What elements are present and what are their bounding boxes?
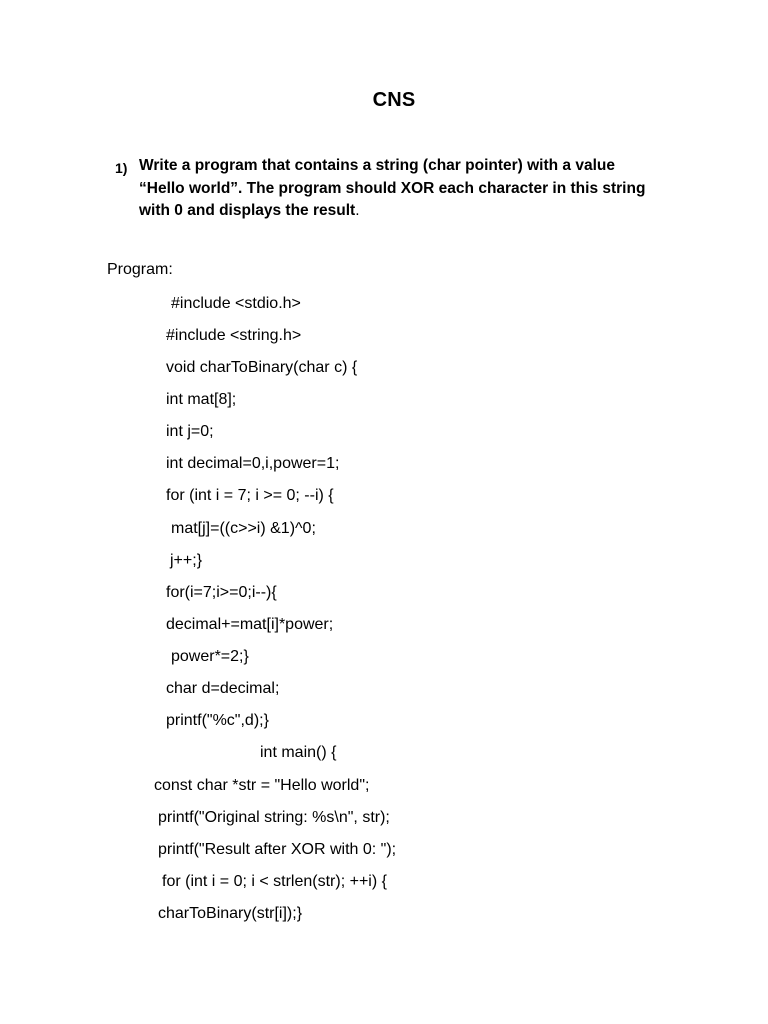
question-line: “Hello world”. The program should XOR each character in this string bbox=[139, 179, 646, 197]
code-line: #include <stdio.h> bbox=[171, 295, 301, 312]
page-title: CNS bbox=[372, 89, 416, 111]
code-line: int decimal=0,i,power=1; bbox=[166, 455, 340, 472]
question-line bbox=[139, 200, 679, 223]
code-line: char d=decimal; bbox=[166, 680, 280, 697]
question-text bbox=[139, 155, 679, 223]
question-number: 1) bbox=[115, 160, 128, 176]
question-line: Write a program that contains a string (char pointer) with a value bbox=[139, 157, 615, 174]
program-label: Program: bbox=[107, 261, 173, 278]
code-line: mat[j]=((c>>i) &1)^0; bbox=[171, 520, 316, 537]
code-line: printf("Original string: %s\n", str); bbox=[158, 809, 390, 826]
code-line: printf("Result after XOR with 0: "); bbox=[158, 841, 397, 858]
code-line: for (int i = 7; i >= 0; --i) { bbox=[166, 487, 334, 504]
code-line: int main() { bbox=[260, 744, 337, 761]
question-period: . bbox=[355, 202, 360, 219]
code-line: printf("%c",d);} bbox=[166, 712, 269, 729]
code-line: decimal+=mat[i]*power; bbox=[166, 616, 334, 633]
question-line-text: with 0 and displays the result bbox=[139, 202, 356, 219]
code-line: for(i=7;i>=0;i--){ bbox=[166, 584, 277, 601]
code-line: void charToBinary(char c) { bbox=[166, 359, 358, 376]
code-line: int mat[8]; bbox=[166, 391, 237, 408]
code-line: charToBinary(str[i]);} bbox=[158, 905, 303, 922]
code-line: const char *str = "Hello world"; bbox=[154, 777, 370, 794]
code-line: j++;} bbox=[170, 552, 203, 569]
code-line: for (int i = 0; i < strlen(str); ++i) { bbox=[162, 873, 387, 890]
code-line: int j=0; bbox=[166, 423, 214, 440]
code-line: power*=2;} bbox=[171, 648, 249, 665]
code-line: #include <string.h> bbox=[166, 327, 302, 344]
